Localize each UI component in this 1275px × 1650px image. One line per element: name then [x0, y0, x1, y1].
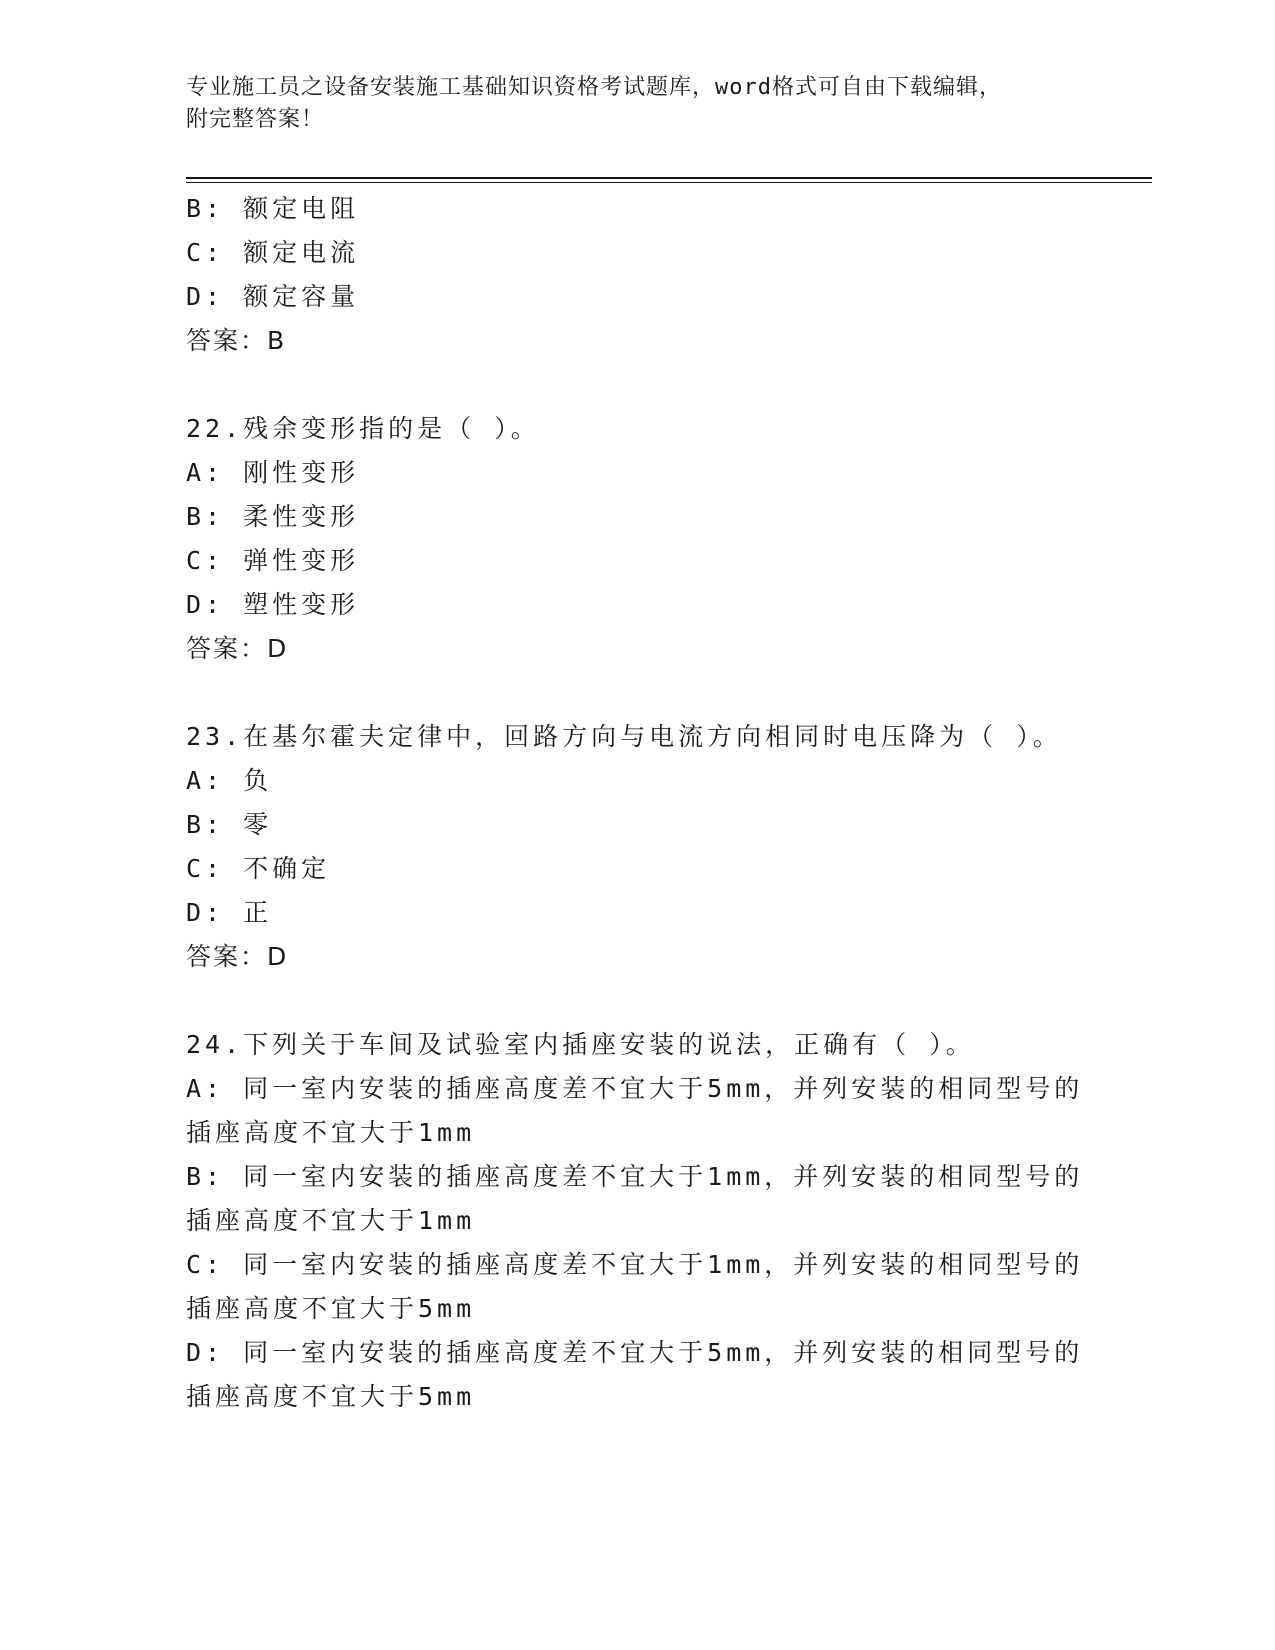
q22-answer: 答案：D	[186, 634, 289, 663]
q23-answer: 答案：D	[186, 942, 289, 971]
header-line-2: 附完整答案！	[186, 107, 325, 132]
q21-option-d: D: 额定容量	[186, 282, 360, 311]
header-line-1: 专业施工员之设备安装施工基础知识资格考试题库，word格式可自由下载编辑，	[186, 75, 1002, 100]
document-header	[186, 72, 1066, 136]
q21-option-c: C: 额定电流	[186, 238, 360, 267]
q21-answer: 答案：B	[186, 326, 287, 355]
header-divider-thick	[186, 177, 1152, 179]
q22-stem: 22.残余变形指的是（ ）。	[186, 414, 540, 443]
q22-option-d: D: 塑性变形	[186, 590, 360, 619]
q23-stem: 23.在基尔霍夫定律中，回路方向与电流方向相同时电压降为（ ）。	[186, 722, 1062, 751]
q24-option-b-line-2: 插座高度不宜大于1mm	[186, 1206, 476, 1235]
q22-option-a: A: 刚性变形	[186, 458, 360, 487]
q24-option-a-line-2: 插座高度不宜大于1mm	[186, 1118, 476, 1147]
q24-option-d-line-2: 插座高度不宜大于5mm	[186, 1382, 476, 1411]
q24-stem: 24.下列关于车间及试验室内插座安装的说法，正确有（ ）。	[186, 1030, 975, 1059]
q23-option-b: B: 零	[186, 810, 273, 839]
q24-option-a-line-1: A: 同一室内安装的插座高度差不宜大于5mm，并列安装的相同型号的	[186, 1074, 1084, 1103]
q22-option-b: B: 柔性变形	[186, 502, 360, 531]
q23-option-c: C: 不确定	[186, 854, 331, 883]
q23-option-d: D: 正	[186, 898, 273, 927]
q24-option-b-line-1: B: 同一室内安装的插座高度差不宜大于1mm，并列安装的相同型号的	[186, 1162, 1084, 1191]
header-divider-thin	[186, 182, 1152, 183]
q21-option-b: B: 额定电阻	[186, 194, 360, 223]
q24-option-c-line-1: C: 同一室内安装的插座高度差不宜大于1mm，并列安装的相同型号的	[186, 1250, 1084, 1279]
q23-option-a: A: 负	[186, 766, 273, 795]
q24-option-d-line-1: D: 同一室内安装的插座高度差不宜大于5mm，并列安装的相同型号的	[186, 1338, 1084, 1367]
q24-option-c-line-2: 插座高度不宜大于5mm	[186, 1294, 476, 1323]
q22-option-c: C: 弹性变形	[186, 546, 360, 575]
